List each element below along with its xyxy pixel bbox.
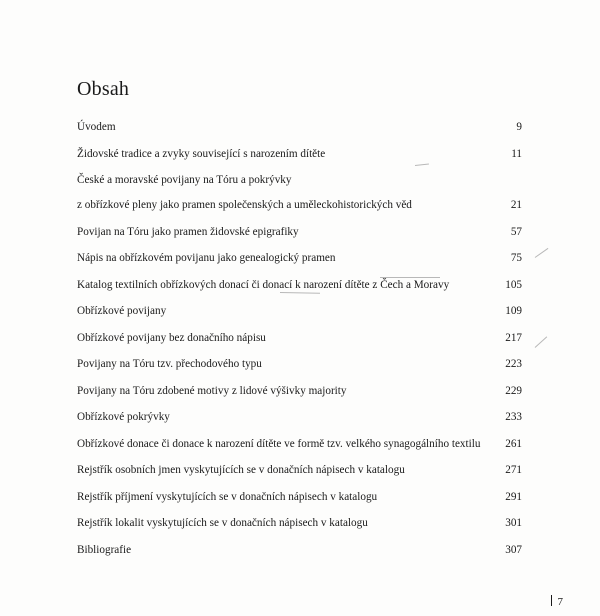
toc-entry	[77, 410, 522, 424]
toc-entry	[77, 173, 522, 212]
toc-entry-title: Rejstřík osobních jmen vyskytujících se v donačních nápisech v katalogu	[77, 464, 405, 476]
toc-entry-page: 229	[505, 384, 522, 397]
toc-entry-title-continued: z obřízkové pleny jako pramen společenských a uměleckohistorických věd	[77, 199, 412, 211]
toc-entry-page: 217	[505, 331, 522, 344]
toc-entry-title: Obřízkové povijany bez donačního nápisu	[77, 331, 266, 344]
toc-entry-page: 291	[505, 490, 522, 503]
toc-entry-title: Bibliografie	[77, 543, 132, 556]
toc-entry	[77, 384, 522, 398]
toc-entry-title: Nápis na obřízkovém povijanu jako genealogický pramen	[77, 252, 336, 264]
folio-divider	[551, 595, 552, 606]
pencil-mark	[535, 336, 548, 347]
toc-entry-title: České a moravské povijany na Tóru a pokrývky	[77, 174, 292, 186]
page-number-value: 7	[557, 596, 563, 608]
toc-entry-page: 109	[505, 305, 522, 317]
toc-entry-title: Obřízkové pokrývky	[77, 411, 170, 423]
toc-entry	[77, 490, 522, 504]
toc-entry-title: Obřízkové povijany	[77, 305, 167, 317]
toc-entry-title: Židovské tradice a zvyky související s narozením dítěte	[77, 147, 326, 160]
toc-entry-title: Katalog textilních obřízkových donací či donací k narození dítěte z Čech a Moravy	[77, 278, 450, 291]
toc-entry-title: Rejstřík příjmení vyskytujících se v donačních nápisech v katalogu	[77, 490, 378, 503]
toc-entry	[77, 278, 522, 292]
toc-entry-page: 271	[505, 464, 522, 476]
toc-entry	[77, 147, 522, 161]
toc-entry	[77, 516, 522, 530]
toc-entry	[77, 120, 522, 134]
toc-entry	[77, 463, 522, 477]
toc-entry	[77, 251, 522, 265]
toc-entry	[77, 304, 522, 318]
toc-entry-title: Povijan na Tóru jako pramen židovské epigrafiky	[77, 225, 299, 238]
toc-entry-title: Povijany na Tóru tzv. přechodového typu	[77, 358, 262, 370]
toc-entry-page: 223	[505, 358, 522, 370]
toc-entry-page: 75	[510, 252, 522, 264]
toc-entry-page: 261	[505, 437, 522, 450]
toc-entry	[77, 357, 522, 371]
toc-entry-title: Rejstřík lokalit vyskytujících se v donačních nápisech v katalogu	[77, 517, 368, 529]
toc-entry-page: 9	[516, 121, 522, 133]
toc-entry-title: Obřízkové donace či donace k narození dítěte ve formě tzv. velkého synagogálního textilu	[77, 437, 481, 450]
toc-entry-page: 105	[505, 278, 522, 291]
toc-entry	[77, 225, 522, 239]
page-number	[551, 595, 564, 609]
toc-entry-title: Úvodem	[77, 121, 116, 133]
toc-entry-page: 21	[510, 199, 522, 211]
toc-entry-page: 11	[511, 147, 522, 160]
toc-entry-title: Povijany na Tóru zdobené motivy z lidové výšivky majority	[77, 384, 347, 397]
toc-entry-page: 301	[505, 517, 522, 529]
pencil-mark	[535, 248, 549, 258]
toc-entry	[77, 437, 522, 451]
toc-entry-page: 233	[505, 411, 522, 423]
page-title: Obsah	[77, 78, 130, 100]
toc-entry-page: 307	[505, 543, 522, 556]
pencil-mark	[380, 277, 440, 278]
toc-entry	[77, 543, 522, 557]
table-of-contents	[77, 120, 522, 569]
toc-entry	[77, 331, 522, 345]
toc-entry-page: 57	[510, 225, 522, 238]
